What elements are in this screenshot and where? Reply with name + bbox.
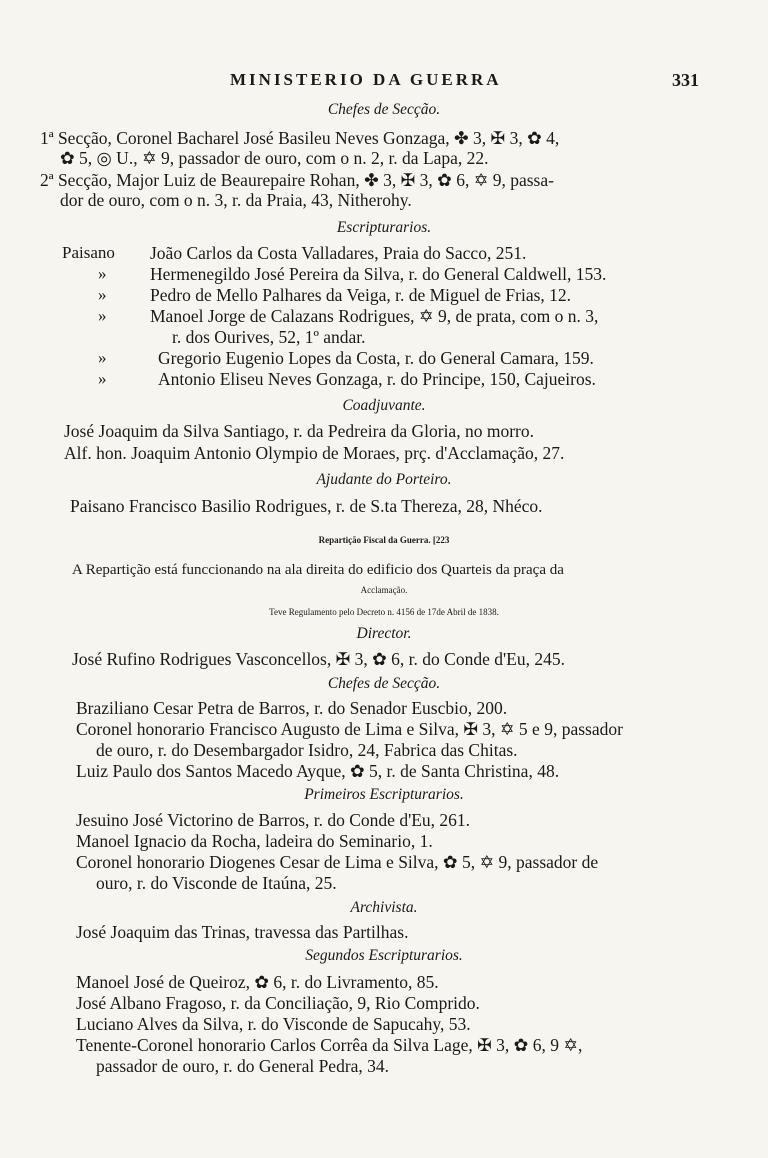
text-line: Luiz Paulo dos Santos Macedo Ayque, ✿ 5, r. de Santa Christina, 48. [76, 761, 560, 781]
repartição-title: Repartição Fiscal da Guerra. [223 [318, 535, 450, 545]
text-line: Manoel Ignacio da Rocha, ladeira do Seminario, 1. [76, 831, 433, 851]
list-item: Gregorio Eugenio Lopes da Costa, r. do General Camara, 159. [158, 348, 594, 368]
text-line: José Rufino Rodrigues Vasconcellos, ✠ 3, ✿ 6, r. do Conde d'Eu, 245. [72, 649, 565, 669]
section-heading-escripturarios: Escripturarios. [336, 219, 432, 236]
text-line: Luciano Alves da Silva, r. do Visconde de Sapucahy, 53. [76, 1014, 471, 1034]
text-line: Braziliano Cesar Petra de Barros, r. do Senador Euscbio, 200. [76, 698, 508, 718]
text-line: 2ª Secção, Major Luiz de Beaurepaire Rohan, ✤ 3, ✠ 3, ✿ 6, ✡ 9, passa- [40, 170, 554, 190]
regulamento-line: Teve Regulamento pelo Decreto n. 4156 de 17de Abril de 1838. [269, 607, 499, 617]
section-heading-chefes-2: Chefes de Secção. [327, 675, 441, 692]
text-line: José Joaquim da Silva Santiago, r. da Pedreira da Gloria, no morro. [64, 421, 534, 441]
text-line: Manoel José de Queiroz, ✿ 6, r. do Livramento, 85. [76, 972, 439, 992]
section-heading-archivista: Archivista. [350, 899, 418, 916]
running-title: MINISTERIO DA GUERRA [230, 70, 502, 89]
text-line: 1ª Secção, Coronel Bacharel José Basileu Neves Gonzaga, ✤ 3, ✠ 3, ✿ 4, [40, 128, 560, 148]
text-line: José Joaquim das Trinas, travessa das Partilhas. [76, 922, 409, 942]
row-label: » [98, 369, 107, 388]
text-line: Jesuino José Victorino de Barros, r. do Conde d'Eu, 261. [76, 810, 471, 830]
section-heading-director: Director. [356, 625, 412, 642]
list-item: Pedro de Mello Palhares da Veiga, r. de Miguel de Frias, 12. [150, 285, 572, 305]
text-line: Acclamação. [360, 585, 408, 595]
text-line: ✿ 5, ◎ U., ✡ 9, passador de ouro, com o n. 2, r. da Lapa, 22. [60, 148, 489, 168]
text-line: A Repartição está funccionando na ala direita do edificio dos Quarteis da praça da [72, 562, 564, 578]
section-heading-primeiros: Primeiros Escripturarios. [304, 786, 464, 803]
text-line: Coronel honorario Francisco Augusto de Lima e Silva, ✠ 3, ✡ 5 e 9, passador [76, 719, 623, 739]
list-item: João Carlos da Costa Valladares, Praia do Sacco, 251. [150, 243, 527, 263]
text-line: Paisano Francisco Basilio Rodrigues, r. de S.ta Thereza, 28, Nhéco. [70, 496, 543, 516]
list-item: r. dos Ourives, 52, 1º andar. [172, 327, 366, 347]
row-label: Paisano [62, 243, 115, 262]
row-label: » [98, 306, 107, 325]
text-line: de ouro, r. do Desembargador Isidro, 24, Fabrica das Chitas. [96, 740, 518, 760]
section-heading-ajudante: Ajudante do Porteiro. [316, 471, 452, 488]
row-label: » [98, 285, 107, 304]
section-heading-chefes: Chefes de Secção. [327, 101, 441, 118]
text-line: Alf. hon. Joaquim Antonio Olympio de Moraes, prç. d'Acclamação, 27. [64, 443, 565, 463]
list-item: Antonio Eliseu Neves Gonzaga, r. do Principe, 150, Cajueiros. [158, 369, 596, 389]
list-item: Manoel Jorge de Calazans Rodrigues, ✡ 9, de prata, com o n. 3, [150, 306, 599, 326]
section-heading-segundos: Segundos Escripturarios. [305, 947, 463, 964]
text-line: ouro, r. do Visconde de Itaúna, 25. [96, 873, 337, 893]
page-number: 331 [672, 70, 699, 90]
text-line: passador de ouro, r. do General Pedra, 34. [96, 1056, 390, 1076]
text-line: José Albano Fragoso, r. da Conciliação, 9, Rio Comprido. [76, 993, 480, 1013]
text-line: dor de ouro, com o n. 3, r. da Praia, 43, Nitherohy. [60, 190, 412, 210]
row-label: » [98, 348, 107, 367]
text-line: Coronel honorario Diogenes Cesar de Lima e Silva, ✿ 5, ✡ 9, passador de [76, 852, 599, 872]
list-item: Hermenegildo José Pereira da Silva, r. do General Caldwell, 153. [150, 264, 607, 284]
text-line: Tenente-Coronel honorario Carlos Corrêa da Silva Lage, ✠ 3, ✿ 6, 9 ✡, [76, 1035, 583, 1055]
page-header [0, 70, 768, 94]
section-heading-coadjuvante: Coadjuvante. [342, 397, 426, 414]
row-label: » [98, 264, 107, 283]
